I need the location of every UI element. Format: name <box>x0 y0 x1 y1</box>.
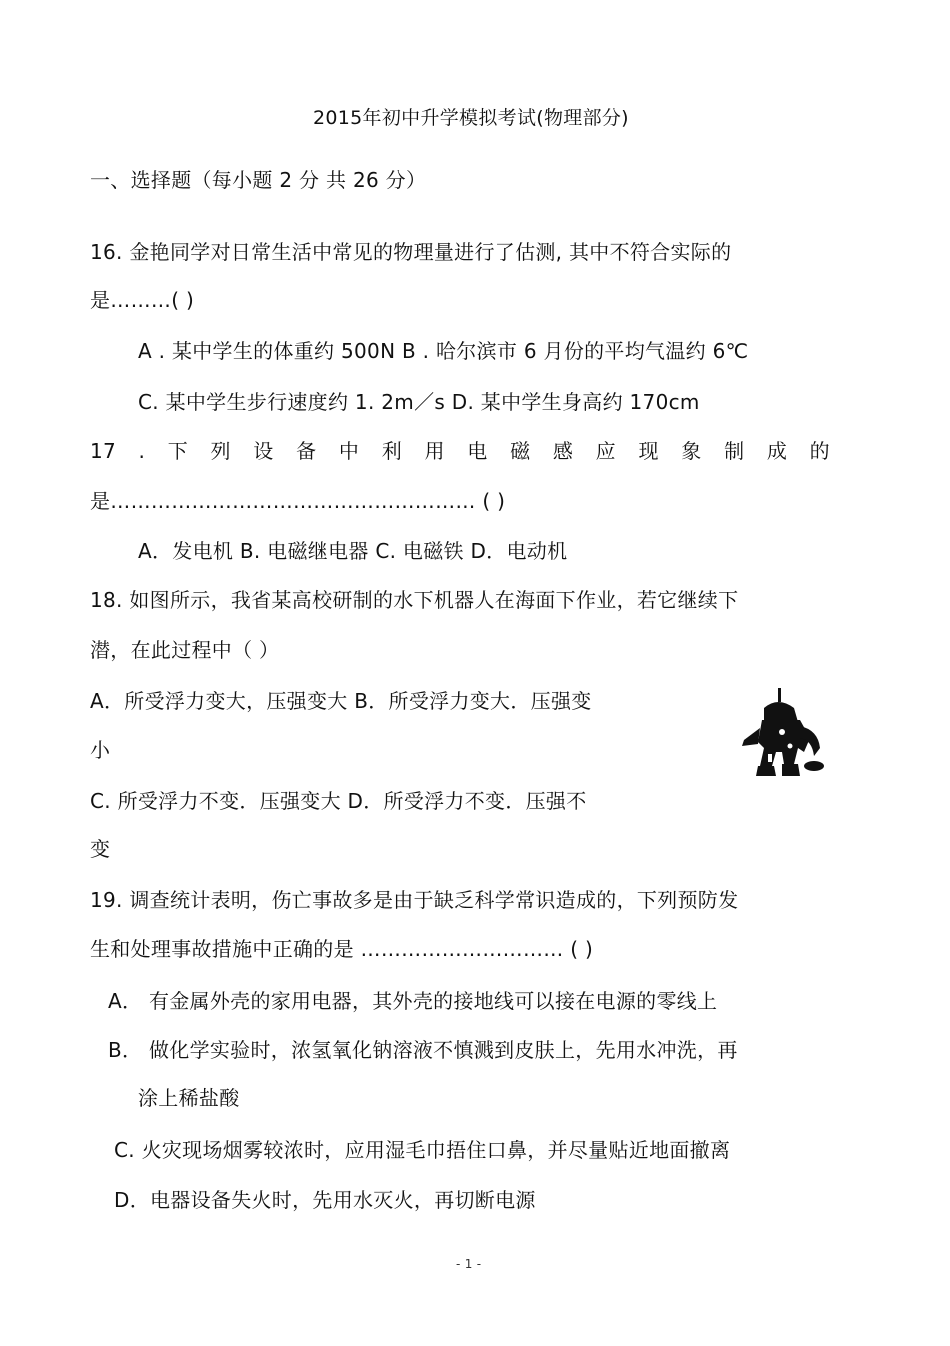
q17-char: 制 <box>724 439 745 463</box>
q19-option-b-line-1: B． 做化学实验时，浓氢氧化钠溶液不慎溅到皮肤上，先用水冲洗，再 <box>108 1038 738 1062</box>
q17-char: 列 <box>210 439 231 463</box>
q18-stem-line-2: 潜，在此过程中（ ） <box>90 638 280 662</box>
q17-char: 成 <box>766 439 788 463</box>
q16-options-ab: A . 某中学生的体重约 500N B . 哈尔滨市 6 月份的平均气温约 6℃ <box>138 339 749 363</box>
q19-option-c: C. 火灾现场烟雾较浓时，应用湿毛巾捂住口鼻，并尽量贴近地面撤离 <box>114 1138 731 1162</box>
underwater-robot-icon <box>738 686 834 786</box>
q19-option-b-line-2: 涂上稀盐酸 <box>138 1086 240 1110</box>
q18-options-cd-line-1: C. 所受浮力不变．压强变大 D．所受浮力不变．压强不 <box>90 789 587 813</box>
q17-char: 17 <box>90 439 117 463</box>
q17-char: 下 <box>167 439 189 463</box>
q18-options-cd-line-2: 变 <box>90 837 111 861</box>
q17-char: 现 <box>638 439 659 463</box>
q17-char: . <box>138 439 146 463</box>
q17-char: 电 <box>467 439 488 463</box>
q19-option-d: D．电器设备失火时，先用水灭火，再切断电源 <box>114 1188 536 1212</box>
q17-char: 应 <box>595 439 616 463</box>
q19-stem-line-1: 19. 调查统计表明，伤亡事故多是由于缺乏科学常识造成的，下列预防发 <box>90 888 739 912</box>
q16-stem-line-2: 是………( ) <box>90 288 195 312</box>
page-title: 2015年初中升学模拟考试(物理部分) <box>313 107 629 129</box>
q19-option-a: A． 有金属外壳的家用电器，其外壳的接地线可以接在电源的零线上 <box>108 989 718 1013</box>
q17-stem-line-2: 是……………………………………………… ( ) <box>90 489 506 513</box>
q17-char: 设 <box>253 439 274 463</box>
section-heading: 一、选择题（每小题 2 分 共 26 分） <box>90 168 427 192</box>
q16-options-cd: C. 某中学生步行速度约 1. 2m／s D. 某中学生身高约 170cm <box>138 390 700 414</box>
q17-char: 磁 <box>510 439 531 463</box>
q16-stem-line-1: 16. 金艳同学对日常生活中常见的物理量进行了估测, 其中不符合实际的 <box>90 240 732 264</box>
q17-options: A．发电机 B. 电磁继电器 C. 电磁铁 D．电动机 <box>138 539 568 563</box>
q19-stem-line-2: 生和处理事故措施中正确的是 ………………………… ( ) <box>90 937 594 961</box>
q18-options-ab-line-1: A．所受浮力变大，压强变大 B．所受浮力变大．压强变 <box>90 689 592 713</box>
q17-char: 中 <box>338 439 360 463</box>
q17-stem-line-1 <box>90 437 830 465</box>
q18-options-ab-line-2: 小 <box>90 738 111 762</box>
q17-char: 的 <box>809 439 830 463</box>
q17-char: 备 <box>296 439 317 463</box>
q17-char: 象 <box>681 439 702 463</box>
page-number: - 1 - <box>456 1257 482 1271</box>
q17-char: 用 <box>424 439 445 463</box>
q17-char: 利 <box>381 439 402 463</box>
q17-char: 感 <box>552 439 574 463</box>
q18-stem-line-1: 18. 如图所示，我省某高校研制的水下机器人在海面下作业，若它继续下 <box>90 588 739 612</box>
